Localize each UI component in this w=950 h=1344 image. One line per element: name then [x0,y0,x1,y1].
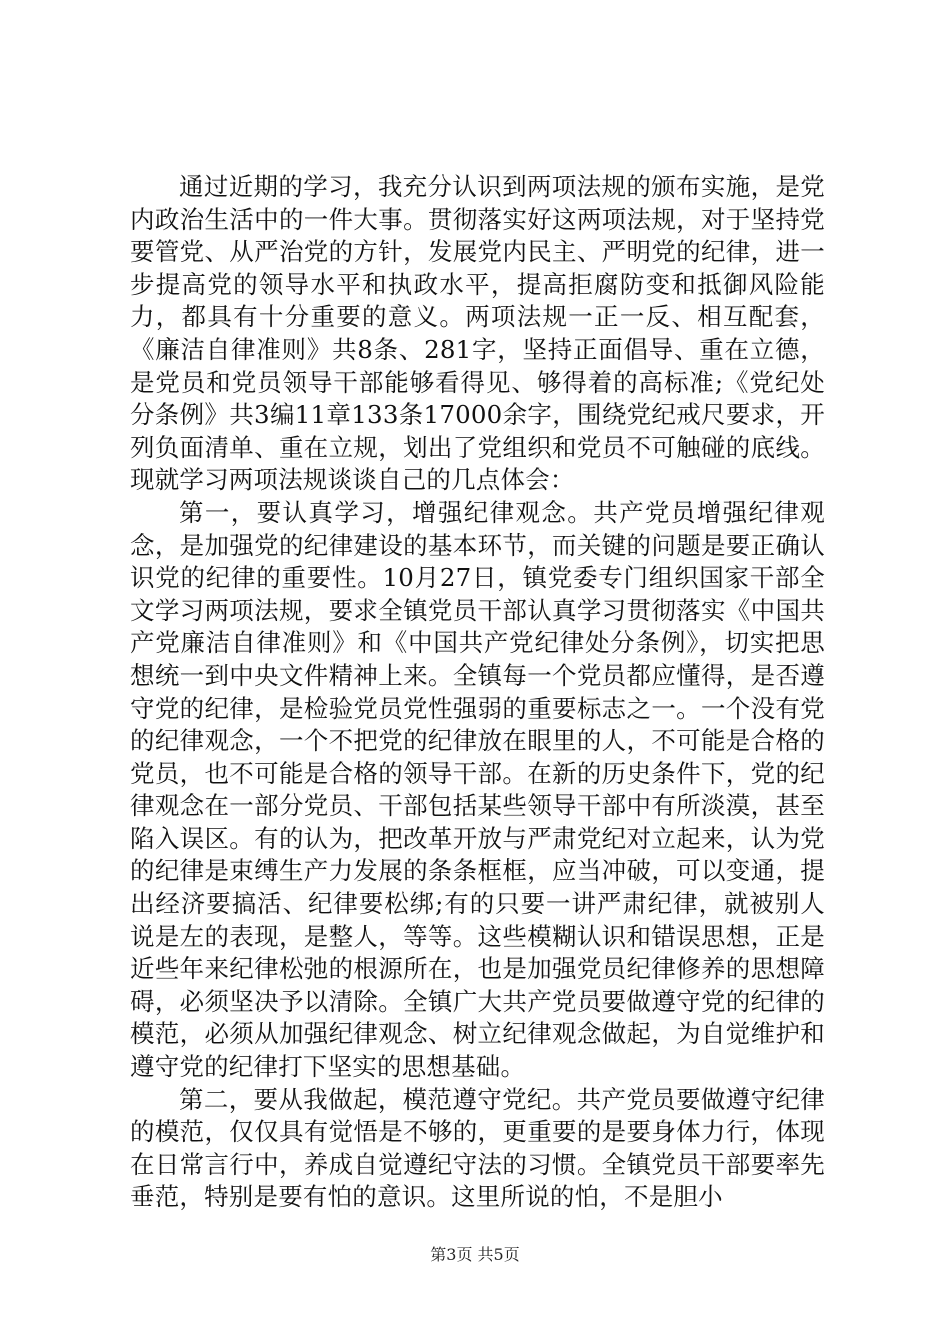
paragraph-second-point: 第二，要从我做起，模范遵守党纪。共产党员要做遵守纪律的模范，仅仅具有觉悟是不够的，更重要的是要身体力行，体现在日常言行中，养成自觉遵纪守法的习惯。全镇党员干部要率先垂范，特别是要有怕的意识。这里所说的怕，不是胆小 [130,1084,825,1212]
page-footer: 第3页 共5页 [430,1245,520,1264]
paragraph-intro: 通过近期的学习，我充分认识到两项法规的颁布实施，是党内政治生活中的一件大事。贯彻落实好这两项法规，对于坚持党要管党、从严治党的方针，发展党内民主、严明党的纪律，进一步提高党的领导水平和执政水平，提高拒腐防变和抵御风险能力，都具有十分重要的意义。两项法规一正一反、相互配套，《廉洁自律准则》共8条、281字，坚持正面倡导、重在立德，是党员和党员领导干部能够看得见、够得着的高标准;《党纪处分条例》共3编11章133条17000余字，围绕党纪戒尺要求，开列负面清单、重在立规，划出了党组织和党员不可触碰的底线。现就学习两项法规谈谈自己的几点体会： [130,172,825,495]
paragraph-first-point: 第一，要认真学习，增强纪律观念。共产党员增强纪律观念，是加强党的纪律建设的基本环节，而关键的问题是要正确认识党的纪律的重要性。10月27日，镇党委专门组织国家干部全文学习两项法规，要求全镇党员干部认真学习贯彻落实《中国共产党廉洁自律准则》和《中国共产党纪律处分条例》，切实把思想统一到中央文件精神上来。全镇每一个党员都应懂得，是否遵守党的纪律，是检验党员党性强弱的重要标志之一。一个没有党的纪律观念，一个不把党的纪律放在眼里的人，不可能是合格的党员，也不可能是合格的领导干部。在新的历史条件下，党的纪律观念在一部分党员、干部包括某些领导干部中有所淡漠，甚至陷入误区。有的认为，把改革开放与严肃党纪对立起来，认为党的纪律是束缚生产力发展的条条框框，应当冲破，可以变通，提出经济要搞活、纪律要松绑;有的只要一讲严肃纪律，就被别人说是左的表现，是整人，等等。这些模糊认识和错误思想，正是近些年来纪律松弛的根源所在，也是加强党员纪律修养的思想障碍，必须坚决予以清除。全镇广大共产党员要做遵守党的纪律的模范，必须从加强纪律观念、树立纪律观念做起，为自觉维护和遵守党的纪律打下坚实的思想基础。 [130,497,825,1082]
document-body [130,171,825,1214]
